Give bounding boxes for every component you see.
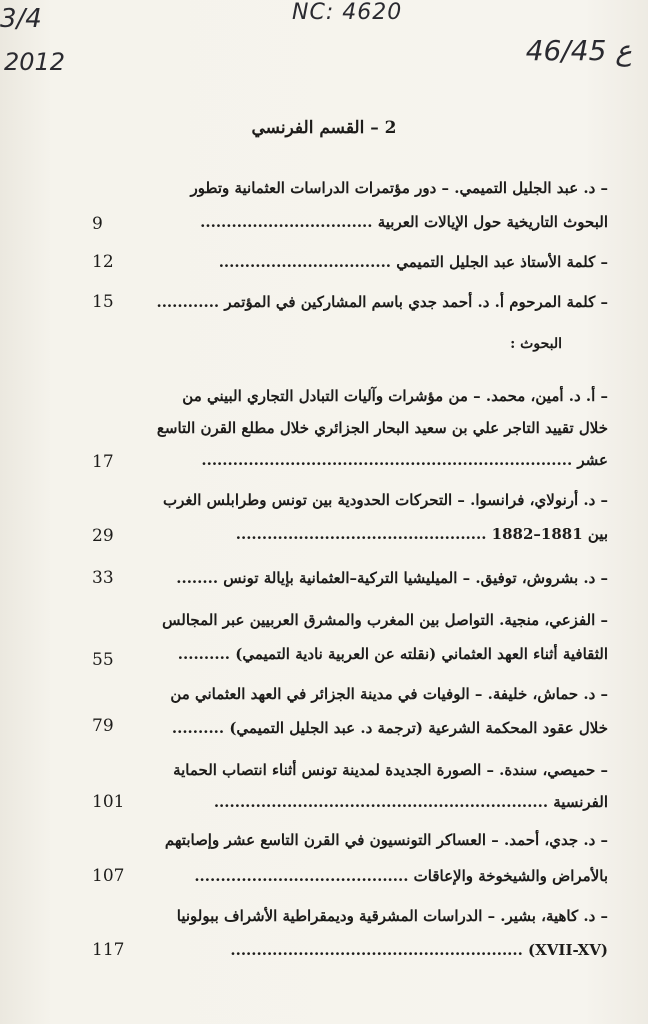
handwritten-year: 2012 bbox=[4, 48, 66, 76]
entry-line: (XVII-XV) ........................................................ bbox=[230, 941, 608, 959]
entry-line: – د. عبد الجليل التميمي. – دور مؤتمرات الدراسات العثمانية وتطور bbox=[190, 179, 608, 197]
handwritten-note-top-left: 3/4 bbox=[0, 4, 42, 34]
section-title: 2 – القسم الفرنسي bbox=[251, 118, 397, 138]
page-number: 101 bbox=[92, 792, 125, 812]
page-number: 29 bbox=[92, 526, 114, 546]
entry-line: – د. جدي، أحمد. – العساكر التونسيون في القرن التاسع عشر وإصابتهم bbox=[164, 831, 608, 849]
entry-line: بين 1881–1882 ................................................ bbox=[235, 525, 608, 543]
page-number: 107 bbox=[92, 866, 125, 886]
entry-line: – الفزعي، منجية. التواصل بين المغرب والمشرق العربيين عبر المجالس bbox=[162, 611, 608, 629]
page-number: 15 bbox=[92, 292, 114, 312]
entry-line: – كلمة الأستاذ عبد الجليل التميمي ................................. bbox=[218, 253, 608, 271]
entry-line: خلال تقييد التاجر علي بن سعيد البحار الجزائري خلال مطلع القرن التاسع bbox=[156, 419, 608, 437]
entry-line: – أ. د. أمين، محمد. – من مؤشرات وآليات التبادل التجاري البيني من bbox=[182, 387, 608, 405]
page-number: 55 bbox=[92, 650, 114, 670]
page-number: 117 bbox=[92, 940, 125, 960]
entry-line: البحوث التاريخية حول الإيالات العربية ................................. bbox=[200, 213, 608, 231]
entry-line: الفرنسية ................................................................ bbox=[213, 793, 608, 811]
entry-line: – د. بشروش، توفيق. – الميليشيا التركية–العثمانية بإيالة تونس ........ bbox=[176, 569, 608, 587]
page-number: 17 bbox=[92, 452, 114, 472]
entry-line: – د. أرنولاي، فرانسوا. – التحركات الحدودية بين تونس وطرابلس الغرب bbox=[163, 491, 608, 509]
entry-line: – د. حماش، خليفة. – الوفيات في مدينة الجزائر في العهد العثماني من bbox=[170, 685, 608, 703]
page-number: 79 bbox=[92, 716, 114, 736]
page-number: 33 bbox=[92, 568, 114, 588]
entry-line: – كلمة المرحوم أ. د. أحمد جدي باسم المشاركين في المؤتمر ............ bbox=[156, 293, 608, 311]
entry-line: بالأمراض والشيخوخة والإعاقات ......................................... bbox=[194, 867, 608, 885]
entry-line: – د. كاهية، بشير. – الدراسات المشرقية وديمقراطية الأشراف ببولونيا bbox=[176, 907, 608, 925]
entry-line: الثقافية أثناء العهد العثماني (نقلته عن العربية نادية التميمي) .......... bbox=[177, 645, 608, 663]
entry-line: – حميصي، سندة. – الصورة الجديدة لمدينة تونس أثناء انتصاب الحماية bbox=[173, 761, 608, 779]
page-number: 12 bbox=[92, 252, 114, 272]
handwritten-page-ref: 46/45 ع bbox=[525, 34, 632, 67]
research-heading: البحوث : bbox=[510, 336, 562, 352]
entry-line: خلال عقود المحكمة الشرعية (ترجمة د. عبد الجليل التميمي) .......... bbox=[171, 719, 608, 737]
page-number: 9 bbox=[92, 214, 103, 234]
entry-line: عشر ....................................................................... bbox=[201, 451, 608, 469]
handwritten-catalog-number: NC: 4620 bbox=[292, 0, 403, 25]
